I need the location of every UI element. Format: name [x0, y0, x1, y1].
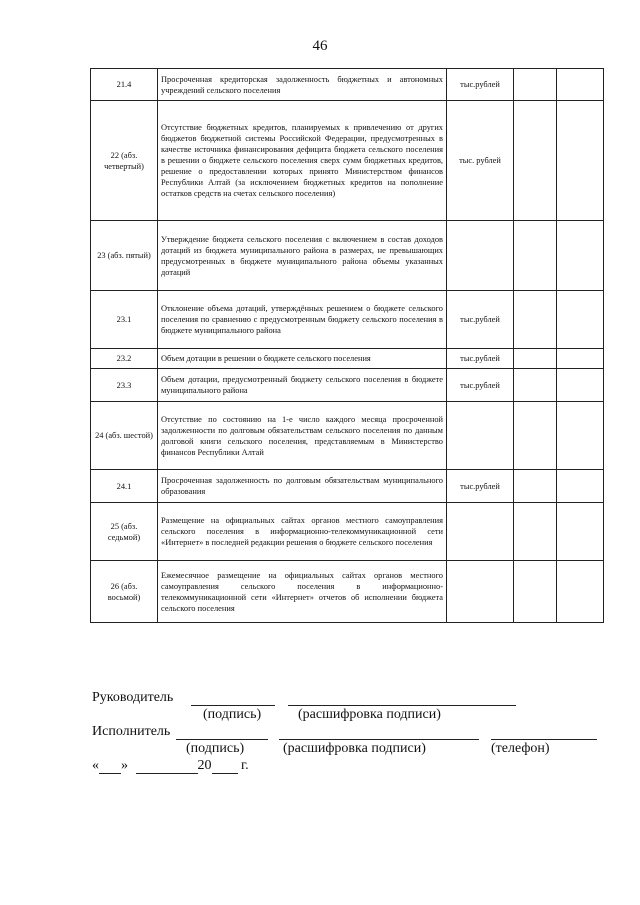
date-close-quote: » [121, 758, 128, 773]
head-decoding-field[interactable] [288, 691, 516, 706]
date-year-suffix: г. [241, 758, 249, 773]
row-value-2 [557, 402, 604, 470]
head-signature-line [92, 690, 516, 706]
row-unit: тыс.рублей [447, 470, 514, 503]
row-value-1 [514, 561, 557, 623]
row-unit: тыс.рублей [447, 69, 514, 101]
table-row [91, 291, 604, 349]
executor-decoding-caption: (расшифровка подписи) [283, 741, 426, 756]
table-body [91, 69, 604, 623]
executor-signature-field[interactable] [176, 725, 268, 740]
row-code: 25 (абз. седьмой) [91, 503, 158, 561]
head-decoding-caption: (расшифровка подписи) [298, 707, 441, 722]
row-value-2 [557, 69, 604, 101]
executor-label: Исполнитель [92, 724, 171, 739]
row-value-2 [557, 561, 604, 623]
row-code: 23.2 [91, 349, 158, 369]
row-description: Отсутствие бюджетных кредитов, планируемых к привлечению от других бюджетов бюджетной системы Российской Федерации, предусмотренных в качестве источника финансирования дефицита бюджета сельского поселения в решении о бюджете сельского поселения сверх сумм бюджетных кредитов, решение о предоставлении которых принято Министерством финансов Республики Алтай (за исключением бюджетных кредитов на пополнение остатков средств на счетах сельского поселения) [158, 101, 447, 221]
table-row [91, 349, 604, 369]
row-description: Просроченная кредиторская задолженность бюджетных и автономных учреждений сельского поселения [158, 69, 447, 101]
row-value-2 [557, 369, 604, 402]
row-unit: тыс. рублей [447, 101, 514, 221]
row-code: 21.4 [91, 69, 158, 101]
table-row [91, 503, 604, 561]
row-description: Утверждение бюджета сельского поселения с включением в состав доходов дотаций из бюджета муниципального района в размерах, не превышающих предусмотренных в бюджете муниципального района объемы указанных дотаций [158, 221, 447, 291]
date-year-field[interactable] [212, 759, 238, 774]
executor-signature-line [92, 724, 597, 740]
row-value-1 [514, 503, 557, 561]
row-value-1 [514, 369, 557, 402]
executor-signature-caption: (подпись) [186, 741, 245, 756]
table-row [91, 402, 604, 470]
row-unit [447, 561, 514, 623]
row-code: 23.3 [91, 369, 158, 402]
row-unit: тыс.рублей [447, 291, 514, 349]
row-unit [447, 402, 514, 470]
table-row [91, 561, 604, 623]
row-value-2 [557, 349, 604, 369]
page-number: 46 [312, 38, 328, 54]
row-code: 22 (абз. четвертый) [91, 101, 158, 221]
row-value-2 [557, 503, 604, 561]
row-value-2 [557, 221, 604, 291]
row-description: Ежемесячное размещение на официальных сайтах органов местного самоуправления сельского поселения в информационно-телекоммуникационной сети «Интернет» отчетов об исполнении бюджета сельского поселения [158, 561, 447, 623]
row-code: 24 (абз. шестой) [91, 402, 158, 470]
date-month-field[interactable] [136, 759, 198, 774]
row-value-1 [514, 101, 557, 221]
row-value-1 [514, 69, 557, 101]
table-row [91, 101, 604, 221]
date-open-quote: « [92, 758, 99, 773]
row-description: Отсутствие по состоянию на 1-е число каждого месяца просроченной задолженности по долговым обязательствам сельского поселения по данным долговой книги сельского поселения, представляемым в Министерство финансов Республики Алтай [158, 402, 447, 470]
executor-decoding-field[interactable] [279, 725, 479, 740]
table-row [91, 470, 604, 503]
row-value-1 [514, 291, 557, 349]
row-description: Просроченная задолженность по долговым обязательствам муниципального образования [158, 470, 447, 503]
date-year-prefix: 20 [197, 758, 212, 773]
row-unit [447, 503, 514, 561]
table-row [91, 369, 604, 402]
table-row [91, 221, 604, 291]
head-signature-caption: (подпись) [203, 707, 262, 722]
row-code: 26 (абз. восьмой) [91, 561, 158, 623]
row-value-1 [514, 349, 557, 369]
row-description: Объем дотации в решении о бюджете сельского поселения [158, 349, 447, 369]
head-signature-field[interactable] [191, 691, 275, 706]
row-unit: тыс.рублей [447, 349, 514, 369]
date-line [92, 758, 249, 774]
row-description: Размещение на официальных сайтах органов местного самоуправления сельского поселения в информационно-телекоммуникационной сети «Интернет» в последней редакции решения о бюджете сельского поселения [158, 503, 447, 561]
executor-phone-field[interactable] [491, 725, 597, 740]
row-unit: тыс.рублей [447, 369, 514, 402]
row-code: 23.1 [91, 291, 158, 349]
row-code: 24.1 [91, 470, 158, 503]
row-value-2 [557, 101, 604, 221]
table-row [91, 69, 604, 101]
executor-phone-caption: (телефон) [491, 741, 550, 756]
report-table [90, 68, 604, 623]
row-unit [447, 221, 514, 291]
row-value-1 [514, 221, 557, 291]
head-label: Руководитель [92, 690, 174, 705]
row-value-1 [514, 402, 557, 470]
row-description: Отклонение объема дотаций, утверждённых решением о бюджете сельского поселения по сравнению с предусмотренным бюджету сельского поселения в бюджете муниципального района [158, 291, 447, 349]
row-value-2 [557, 291, 604, 349]
row-value-1 [514, 470, 557, 503]
row-value-2 [557, 470, 604, 503]
row-code: 23 (абз. пятый) [91, 221, 158, 291]
row-description: Объем дотации, предусмотренный бюджету сельского поселения в бюджете муниципального района [158, 369, 447, 402]
date-day-field[interactable] [99, 759, 121, 774]
